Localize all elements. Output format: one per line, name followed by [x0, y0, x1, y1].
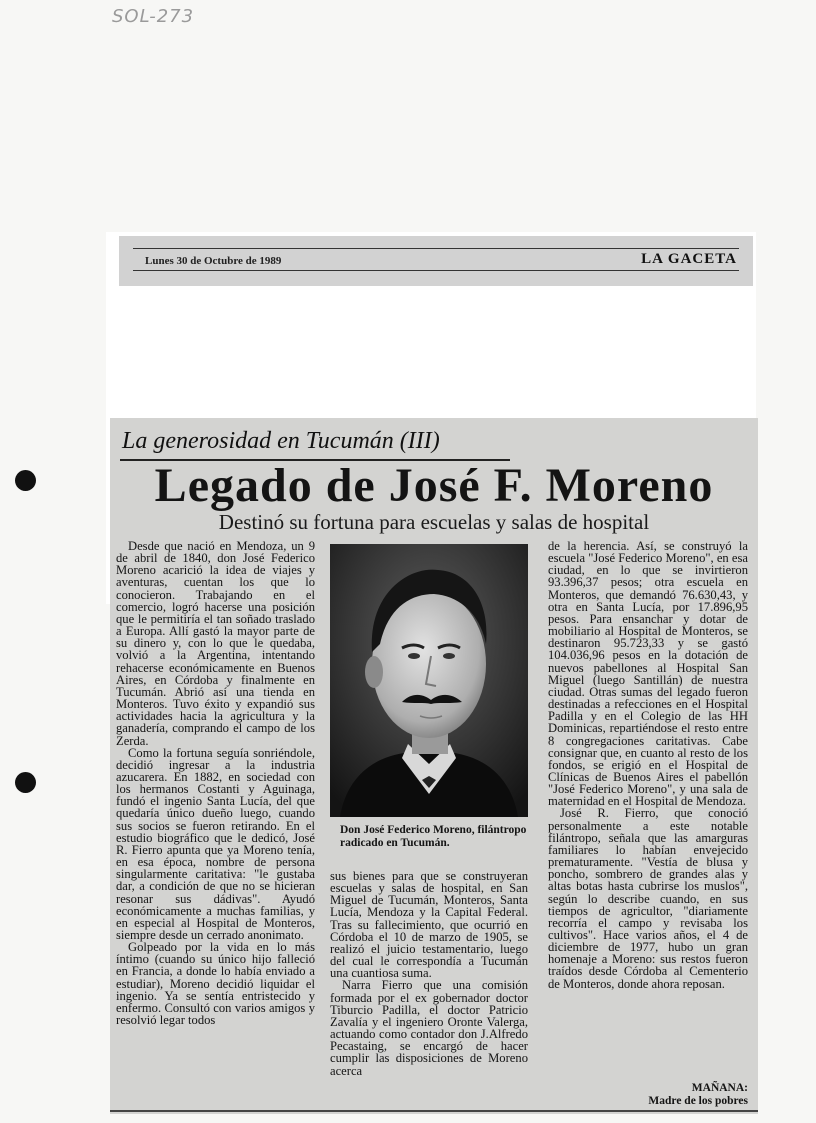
newspaper-header-strip: [119, 236, 753, 286]
photo-caption: Don José Federico Moreno, filántropo radicado en Tucumán.: [340, 824, 527, 849]
issue-date: Lunes 30 de Octubre de 1989: [145, 255, 282, 267]
next-installment-label: MAÑANA:: [691, 1082, 748, 1094]
subheadline: Destinó su fortuna para escuelas y salas de hospital: [218, 510, 650, 534]
article-column-1: [116, 540, 315, 1108]
article-column-3: [548, 540, 748, 1076]
article-clipping: [110, 418, 758, 1114]
paragraph: sus bienes para que se construyeran escuelas y salas de hospital, en San Miguel de Tucumán, Monteros, Santa Lucía, Mendoza y la Capital Federal. Tras su fallecimiento, que ocurrió en Córdoba el 10 de marzo de 1905, se realizó el juicio testamentario, luego del cual le correspondía a Tucumán una cuantiosa suma.: [330, 870, 528, 981]
paragraph: de la herencia. Así, se construyó la escuela "José Federico Moreno", en esa ciudad, en lo que se invirtieron 93.396,37 pesos; otra escuela en Monteros, que demandó 76.630,43, y otra en Santa Lucía, por 17.896,95 pesos. Para ensanchar y dotar de mobiliario al Hospital de Monteros, se destinaron 95.723,33 y se gastó 104.036,96 pesos en la dotación de nuevos pabellones al Hospital San Miguel (luego Santillán) de nuestra ciudad. Otras sumas del legado fueron destinadas a refecciones en el Hospital Padilla y en el Colegio de las HH Dominicas, repartiéndose el resto entre 8 congregaciones caritativas. Cabe consignar que, en cuanto al resto de los fondos, se erigió en el Hospital de Clínicas de Buenos Aires el pabellón "José Federico Moreno", y una sala de maternidad en el Hospital de Mendoza.: [548, 540, 748, 809]
newspaper-name: LA GACETA: [641, 251, 737, 267]
portrait-illustration: [330, 544, 528, 817]
punch-hole-top: [15, 470, 36, 491]
article-column-2: [330, 870, 528, 1108]
punch-hole-bottom: [15, 772, 36, 793]
next-installment-title: Madre de los pobres: [648, 1095, 748, 1107]
header-bottom-rule: [133, 270, 739, 271]
next-installment: [648, 1082, 748, 1108]
paragraph: Golpeado por la vida en lo más íntimo (cuando su único hijo falleció en Francia, a donde lo había enviado a estudiar), Moreno decidió liquidar el ingenio. Ya se sentía entristecido y enfermo. Consultó con varios amigos y resolvió legar todos: [116, 940, 315, 1028]
portrait-photo: [330, 544, 528, 817]
header-top-rule: [133, 248, 739, 249]
paragraph: José R. Fierro, que conoció personalmente a este notable filántropo, señala que las amarguras familiares lo habían envejecido prematuramente. "Vestía de blusa y poncho, sombrero de grandes alas y altas botas hasta cubrirse los muslos", según lo describe cuando, en sus tiempos de agricultor, "diariamente recorría el campo y revisaba los cultivos". Hace varios años, el 4 de diciembre de 1977, hubo un gran homenaje a Moreno: sus restos fueron traídos desde Córdoba al Cementerio de Monteros, donde ahora reposan.: [548, 806, 748, 991]
bottom-rule: [110, 1110, 758, 1112]
paragraph: Narra Fierro que una comisión formada por el ex gobernador doctor Tiburcio Padilla, el doctor Patricio Zavalía y el ingeniero Oronte Valerga, actuando como contador don J.Alfredo Pecastaing, se encargó de hacer cumplir las disposiciones de Moreno acerca: [330, 978, 528, 1078]
paragraph: Como la fortuna seguía sonriéndole, decidió ingresar a la industria azucarera. En 1882, en sociedad con los hermanos Costanti y Aguinaga, fundó el ingenio Santa Lucía, del que quedaría único dueño luego, cuando sus socios se fueron retirando. En el estudio biográfico que le dedicó, José R. Fierro apunta que ya Moreno tenía, en esa época, nombre de persona singularmente caritativa: "le gustaba dar, a condición de que no se hicieran resonar sus dádivas". Ayudó económicamente a muchas familias, y en especial al Hospital de Monteros, siempre desde un cerrado anonimato.: [116, 745, 315, 942]
series-title: La generosidad en Tucumán (III): [122, 428, 440, 454]
headline: Legado de José F. Moreno: [154, 459, 714, 512]
paragraph: Desde que nació en Mendoza, un 9 de abril de 1840, don José Federico Moreno acarició la idea de viajes y aventuras, cuentan los que lo conocieron. Trabajando en el comercio, logró hacerse una posición que le permitiría el tan soñado traslado a Europa. Allí gastó la mayor parte de su dinero y, con lo que le quedaba, volvió a la Argentina, intentando rehacerse económicamente en Buenos Aires, en Córdoba y finalmente en Tucumán. Abrió así una tienda en Monteros. Tuvo éxito y expandió sus actividades hacia la agricultura y la ganadería, comprando el campo de los Zerda.: [116, 540, 315, 748]
archive-reference: SOL-273: [112, 6, 195, 27]
